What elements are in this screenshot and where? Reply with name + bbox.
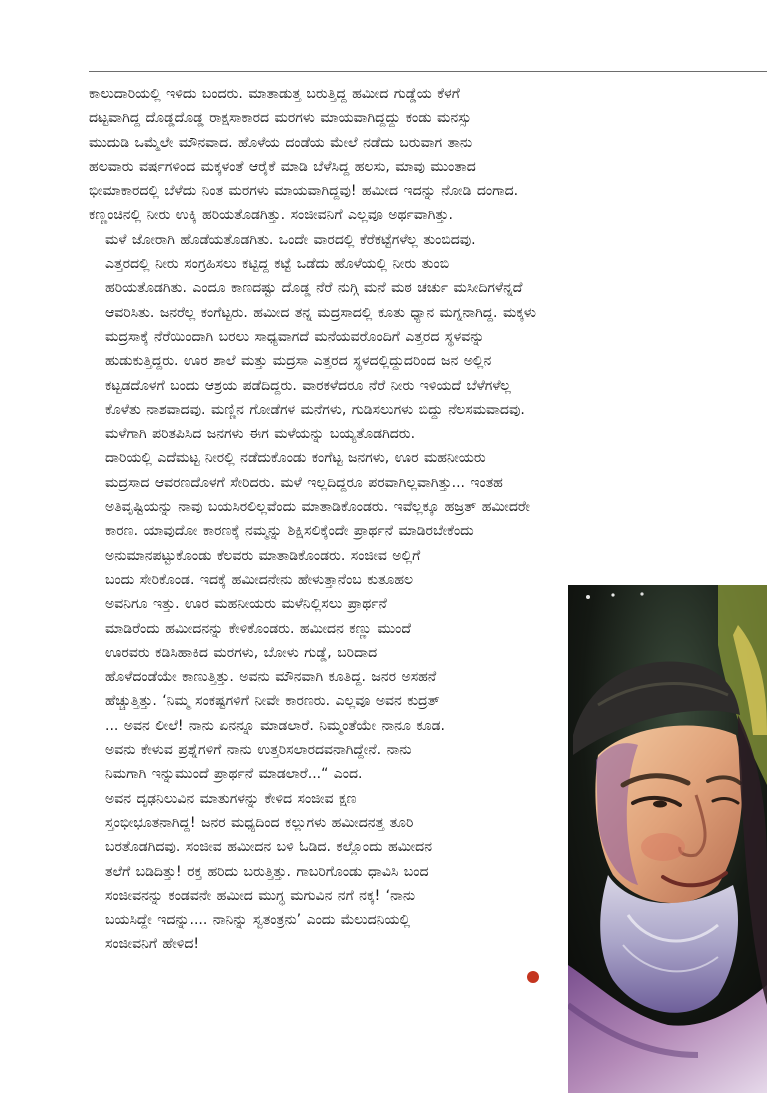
text-line: ಮದ್ರಸಾಕ್ಕೆ ನೆರೆಯಿಂದಾಗಿ ಬರಲು ಸಾಧ್ಯವಾಗದೆ ಮನೆಯವರೊಂದಿಗೆ ಎತ್ತರದ ಸ್ಥಳವನ್ನು bbox=[105, 328, 485, 345]
text-line: ಅತಿವೃಷ್ಟಿಯನ್ನು ನಾವು ಬಯಸಿರಲಿಲ್ಲವೆಂದು ಮಾತಾಡಿಕೊಂಡರು. ಇವೆಲ್ಲಕ್ಕೂ ಹಜ್ರತ್ ಹಮೀದರೇ bbox=[105, 499, 530, 516]
text-line: ಕಾರಣ. ಯಾವುದೋ ಕಾರಣಕ್ಕೆ ನಮ್ಮನ್ನು ಶಿಕ್ಷಿಸಲಿಕ್ಕೆಂದೇ ಪ್ರಾರ್ಥನೆ ಮಾಡಿರಬೇಕೆಂದು bbox=[105, 523, 474, 540]
text-line: ಮದ್ರಸಾದ ಆವರಣದೊಳಗೆ ಸೇರಿದರು. ಮಳೆ ಇಲ್ಲದಿದ್ದರೂ ಪರವಾಗಿಲ್ಲವಾಗಿತ್ತು... ಇಂತಹ bbox=[105, 474, 503, 491]
text-line: ಕಣ್ಣಂಚಿನಲ್ಲಿ ನೀರು ಉಕ್ಕಿ ಹರಿಯತೊಡಗಿತ್ತು. ಸಂಜೀವನಿಗೆ ಎಲ್ಲವೂ ಅರ್ಥವಾಗಿತ್ತು. bbox=[89, 207, 453, 224]
text-line: ಬರತೊಡಗಿದವು. ಸಂಜೀವ ಹಮೀದನ ಬಳಿ ಓಡಿದ. ಕಲ್ಲೊಂದು ಹಮೀದನ bbox=[105, 839, 432, 856]
text-line: ಭೀಮಾಕಾರದಲ್ಲಿ ಬೆಳೆದು ನಿಂತ ಮರಗಳು ಮಾಯವಾಗಿದ್ದವು! ಹಮೀದ ಇದನ್ನು ನೋಡಿ ದಂಗಾದ. bbox=[89, 183, 519, 200]
text-line: ನಿಮಗಾಗಿ ಇನ್ನುಮುಂದೆ ಪ್ರಾರ್ಥನೆ ಮಾಡಲಾರೆ...“ ಎಂದ. bbox=[105, 766, 363, 783]
paragraph-1 bbox=[89, 82, 679, 228]
text-line: ಹೆಚ್ಚುತ್ತಿತ್ತು. ‘ನಿಮ್ಮ ಸಂಕಷ್ಟಗಳಿಗೆ ನೀವೇ ಕಾರಣರು. ಎಲ್ಲವೂ ಅವನ ಕುದ್ರತ್ bbox=[105, 693, 440, 710]
text-line: ಹಲವಾರು ವರ್ಷಗಳಿಂದ ಮಕ್ಕಳಂತೆ ಆರೈಕೆ ಮಾಡಿ ಬೆಳೆಸಿದ್ದ ಹಲಸು, ಮಾವು ಮುಂತಾದ bbox=[89, 158, 476, 175]
text-line: ... ಅವನ ಲೀಲೆ! ನಾನು ಏನನ್ನೂ ಮಾಡಲಾರೆ. ನಿಮ್ಮಂತೆಯೇ ನಾನೂ ಕೂಡ. bbox=[105, 717, 445, 734]
text-line: ಕಟ್ಟಡದೊಳಗೆ ಬಂದು ಆಶ್ರಯ ಪಡೆದಿದ್ದರು. ವಾರಕಳೆದರೂ ನೆರೆ ನೀರು ಇಳಿಯದೆ ಬೆಳೆಗಳೆಲ್ಲ bbox=[105, 377, 511, 394]
text-line: ಆವರಿಸಿತು. ಜನರೆಲ್ಲ ಕಂಗೆಟ್ಟರು. ಹಮೀದ ತನ್ನ ಮದ್ರಸಾದಲ್ಲಿ ಕೂತು ಧ್ಯಾನ ಮಗ್ನನಾಗಿದ್ದ. ಮಕ್ಕಳು bbox=[105, 304, 536, 321]
text-line: ದಟ್ಟವಾಗಿದ್ದ ದೊಡ್ಡದೊಡ್ಡ ರಾಕ್ಷಸಾಕಾರದ ಮರಗಳು ಮಾಯವಾಗಿದ್ದದ್ದು ಕಂಡು ಮನಸ್ಸು bbox=[89, 110, 472, 127]
text-line: ಕೊಳೆತು ನಾಶವಾದವು. ಮಣ್ಣಿನ ಗೋಡೆಗಳ ಮನೆಗಳು, ಗುಡಿಸಲುಗಳು ಬಿದ್ದು ನೆಲಸಮವಾದವು. bbox=[105, 401, 525, 418]
text-line: ಮುದುಡಿ ಒಮ್ಮೆಲೇ ಮೌನವಾದ. ಹೊಳೆಯ ದಂಡೆಯ ಮೇಲೆ ನಡೆದು ಬರುವಾಗ ತಾನು bbox=[89, 134, 473, 151]
text-line: ಬಂದು ಸೇರಿಕೊಂಡ. ಇದಕ್ಕೆ ಹಮೀದನೇನು ಹೇಳುತ್ತಾನೆಂಬ ಕುತೂಹಲ bbox=[105, 571, 414, 588]
paragraph-2 bbox=[89, 228, 679, 447]
text-line: ಮಳೆ ಜೋರಾಗಿ ಹೊಡೆಯತೊಡಗಿತು. ಒಂದೇ ವಾರದಲ್ಲಿ ಕೆರೆಕಟ್ಟೆಗಳೆಲ್ಲ ತುಂಬಿದವು. bbox=[105, 231, 476, 248]
text-line: ಕಾಲುದಾರಿಯಲ್ಲಿ ಇಳಿದು ಬಂದರು. ಮಾತಾಡುತ್ತ ಬರುತ್ತಿದ್ದ ಹಮೀದ ಗುಡ್ಡೆಯ ಕೆಳಗೆ bbox=[89, 86, 460, 102]
text-line: ತಲೆಗೆ ಬಡಿದಿತ್ತು! ರಕ್ತ ಹರಿದು ಬರುತ್ತಿತ್ತು. ಗಾಬರಿಗೊಂಡು ಧಾವಿಸಿ ಬಂದ bbox=[105, 863, 429, 880]
text-line: ಊರವರು ಕಡಿಸಿಹಾಕಿದ ಮರಗಳು, ಬೋಳು ಗುಡ್ಡೆ, ಬರಿದಾದ bbox=[105, 644, 378, 661]
text-line: ಅನುಮಾನಪಟ್ಟುಕೊಂಡು ಕೆಲವರು ಮಾತಾಡಿಕೊಂಡರು. ಸಂಜೀವ ಅಲ್ಲಿಗೆ bbox=[105, 547, 421, 564]
text-line: ಮಾಡಿರೆಂದು ಹಮೀದನನ್ನು ಕೇಳಿಕೊಂಡರು. ಹಮೀದನ ಕಣ್ಣು ಮುಂದೆ bbox=[105, 620, 411, 637]
portrait-illustration bbox=[568, 585, 767, 1093]
header-rule bbox=[89, 71, 767, 72]
text-line: ಮಳೆಗಾಗಿ ಪರಿತಪಿಸಿದ ಜನಗಳು ಈಗ ಮಳೆಯನ್ನು ಬಯ್ಯತೊಡಗಿದರು. bbox=[105, 426, 416, 443]
text-line: ಸ್ತಂಭೀಭೂತನಾಗಿದ್ದ! ಜನರ ಮಧ್ಯದಿಂದ ಕಲ್ಲುಗಳು ಹಮೀದನತ್ತ ತೂರಿ bbox=[105, 814, 414, 831]
text-line: ಅವನ ದೃಢನಿಲುವಿನ ಮಾತುಗಳನ್ನು ಕೇಳಿದ ಸಂಜೀವ ಕ್ಷಣ bbox=[105, 790, 357, 807]
text-line: ಎತ್ತರದಲ್ಲಿ ನೀರು ಸಂಗ್ರಹಿಸಲು ಕಟ್ಟಿದ್ದ ಕಟ್ಟೆ ಒಡೆದು ಹೊಳೆಯಲ್ಲಿ ನೀರು ತುಂಬಿ bbox=[105, 256, 450, 273]
text-line: ಸಂಜೀವನಿಗೆ ಹೇಳಿದ! bbox=[105, 936, 200, 953]
text-line: ಹುಡುಕುತ್ತಿದ್ದರು. ಊರ ಶಾಲೆ ಮತ್ತು ಮದ್ರಸಾ ಎತ್ತರದ ಸ್ಥಳದಲ್ಲಿದ್ದುದರಿಂದ ಜನ ಅಲ್ಲಿನ bbox=[105, 353, 492, 370]
text-line: ಅವನಿಗೂ ಇತ್ತು. ಊರ ಮಹನೀಯರು ಮಳೆನಿಲ್ಲಿಸಲು ಪ್ರಾರ್ಥನೆ bbox=[105, 596, 387, 613]
text-line: ದಾರಿಯಲ್ಲಿ ಎದೆಮಟ್ಟ ನೀರಲ್ಲಿ ನಡೆದುಕೊಂಡು ಕಂಗೆಟ್ಟ ಜನಗಳು, ಊರ ಮಹನೀಯರು bbox=[105, 450, 486, 467]
text-line: ಸಂಜೀವನನ್ನು ಕಂಡವನೇ ಹಮೀದ ಮುಗ್ಧ ಮಗುವಿನ ನಗೆ ನಕ್ಕ! ‘ನಾನು bbox=[105, 887, 416, 904]
text-line: ಬಯಸಿದ್ದೇ ಇದನ್ನು.... ನಾನಿನ್ನು ಸ್ವತಂತ್ರನು’ ಎಂದು ಮೆಲುದನಿಯಲ್ಲಿ bbox=[105, 912, 411, 929]
text-line: ಹೊಳೆದಂಡೆಯೇ ಕಾಣುತ್ತಿತ್ತು. ಅವನು ಮೌನವಾಗಿ ಕೂತಿದ್ದ. ಜನರ ಅಸಹನೆ bbox=[105, 669, 437, 686]
text-line: ಹರಿಯತೊಡಗಿತು. ಎಂದೂ ಕಾಣದಷ್ಟು ದೊಡ್ಡ ನೆರೆ ನುಗ್ಗಿ ಮನೆ ಮಠ ಚರ್ಚು ಮಸೀದಿಗಳೆನ್ನದೆ bbox=[105, 280, 523, 297]
text-line: ಅವನು ಕೇಳುವ ಪ್ರಶ್ನೆಗಳಿಗೆ ನಾನು ಉತ್ತರಿಸಲಾರದವನಾಗಿದ್ದೇನೆ. ನಾನು bbox=[105, 742, 412, 759]
end-bullet-icon bbox=[527, 971, 539, 983]
